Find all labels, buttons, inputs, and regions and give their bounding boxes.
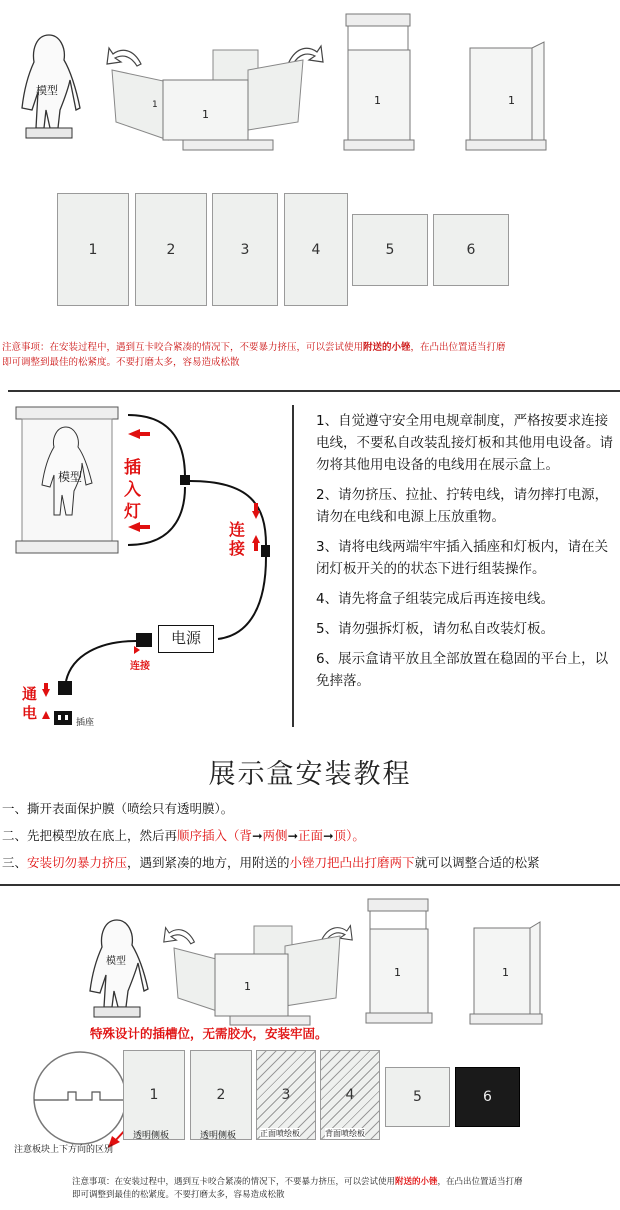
exploded-box-drawing (170, 920, 350, 1028)
arrow-icon: ➞ (252, 828, 263, 843)
power-supply-box (158, 625, 214, 653)
model-figure-icon (82, 915, 152, 1025)
panel-4: 4 (284, 193, 348, 306)
notice-text: 注意事项：在安装过程中，遇到互卡咬合紧凑的情况下，不要暴力挤压，可以尝试使用附送的小锉，在凸出位置适当打磨 即可调整到最佳的松紧度。不要打磨太多，容易造成松散 (2, 342, 506, 368)
connect-label: 连接 (130, 661, 150, 672)
energize-label: 通 电 (22, 685, 38, 722)
rule-item: 4、请先将盒子组装完成后再连接电线。 (316, 591, 555, 607)
panel-4: 4 (320, 1050, 380, 1140)
arrow-icon: ➞ (287, 828, 299, 843)
divider (8, 390, 620, 392)
assembling-box-drawing (362, 895, 438, 1030)
panel-3: 3 (256, 1050, 316, 1140)
slot-design-text: 特殊设计的插槽位，无需胶水，安装牢固。 (90, 1026, 328, 1041)
vertical-divider (292, 405, 294, 727)
box-label: 1 (244, 980, 251, 993)
panel-caption: 背面喷绘板 (325, 1129, 365, 1138)
notice-text: 注意事项：在安装过程中，遇到互卡咬合紧凑的情况下，不要暴力挤压，可以尝试使用附送的小锉，在凸出位置适当打磨 即可调整到最佳的松紧度。不要打磨太多，容易造成松散 (72, 1177, 523, 1200)
panel-2: 2 (190, 1050, 252, 1140)
connect-vertical-label: 连 接 (229, 520, 246, 558)
panel-caption: 透明侧板 (133, 1131, 170, 1141)
panel-caption: 正面喷绘板 (260, 1129, 300, 1138)
power-label: 电源 (170, 629, 201, 647)
rule-item: 5、请勿强拆灯板，请勿私自改装灯板。 (316, 621, 555, 637)
tutorial-title: 展示盒安装教程 (208, 759, 412, 790)
box-label: 1 (152, 100, 158, 110)
box-label: 1 (202, 108, 209, 121)
figure-label: 模型 (106, 956, 126, 967)
rule-item: 3、请将电线两端牢牢插入插座和灯板内，请在关闭灯板开关的的状态下进行组装操作。 (316, 539, 609, 577)
exploded-box-drawing (108, 40, 308, 155)
panel-1: 1 (123, 1050, 185, 1140)
panel-caption: 透明侧板 (200, 1131, 237, 1141)
box-label: 1 (394, 966, 401, 979)
figure-label: 模型 (36, 84, 58, 97)
rule-item: 2、请勿挤压、拉扯、拧转电线，请勿摔打电源，请勿在电线和电源上压放重物。 (316, 487, 609, 525)
panel-3: 3 (212, 193, 278, 306)
socket-label: 插座 (76, 718, 95, 728)
panel-5: 5 (352, 214, 428, 286)
panel-1: 1 (57, 193, 129, 306)
panel-2: 2 (135, 193, 207, 306)
panel-5: 5 (385, 1067, 450, 1127)
rule-item: 1、自觉遵守安全用电规章制度，严格按要求连接电线，不要私自改装乱接灯板和其他用电设备。请勿将其他用电设备的电线用在展示盒上。 (316, 413, 613, 473)
panel-6: 6 (433, 214, 509, 286)
section1-illustration (0, 0, 620, 310)
step-1: 一、撕开表面保护膜（喷绘只有透明膜）。 (2, 801, 234, 816)
step-2: 二、先把模型放在底上，然后再顺序插入（背➞两侧➞正面➞顶）。 (2, 828, 365, 843)
insert-light-label: 插 入 灯 (124, 458, 141, 522)
assembling-box-drawing (340, 10, 420, 155)
box-label: 1 (374, 94, 381, 107)
board-direction-note: 注意板块上下方向的区别 (14, 1145, 114, 1155)
arrow-icon: ➞ (323, 828, 334, 843)
model-label: 模型 (58, 470, 83, 484)
box-label: 1 (508, 94, 515, 107)
safety-rules (316, 410, 620, 692)
step-3: 三、安装切勿暴力挤压，遇到紧凑的地方，用附送的小锉刀把凸出打磨两下就可以调整合适的松紧 (2, 855, 540, 870)
rule-item: 6、展示盒请平放且全部放置在稳固的平台上，以免摔落。 (316, 651, 609, 689)
panel-6: 6 (455, 1067, 520, 1127)
wiring-diagram (0, 395, 300, 735)
box-label: 1 (502, 966, 509, 979)
wiring-lines (0, 395, 300, 735)
divider (0, 884, 620, 886)
